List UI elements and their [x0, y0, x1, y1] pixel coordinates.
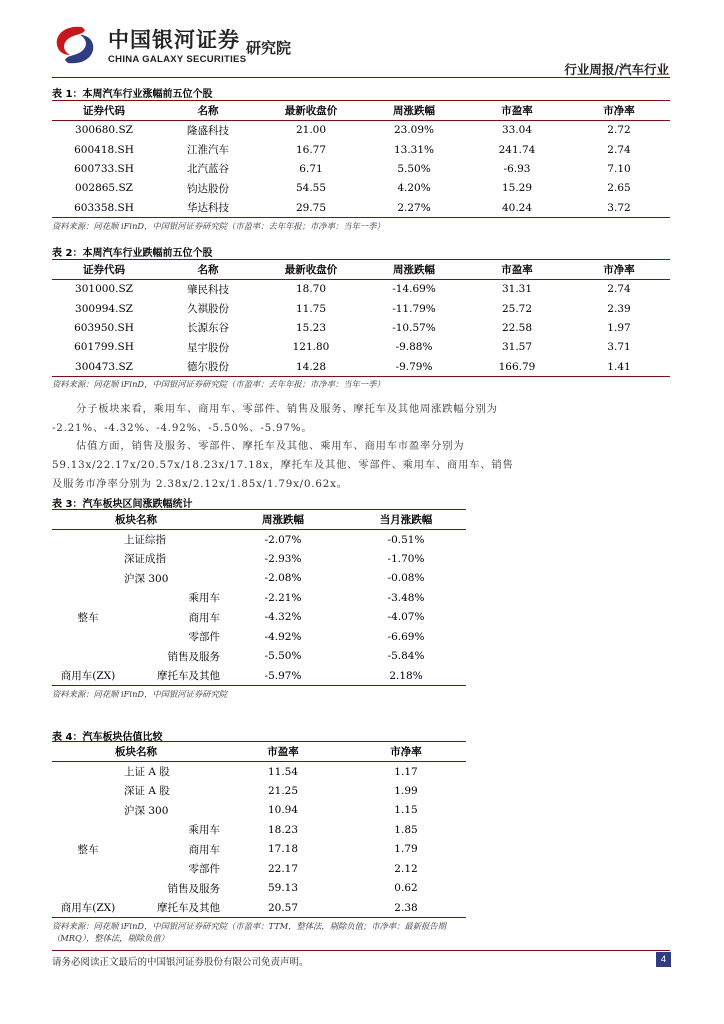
table-row: [52, 859, 466, 879]
cell: [52, 801, 124, 821]
cell: 54.55: [295, 182, 327, 195]
cell: 21.25: [267, 784, 299, 797]
cell: 1.41: [607, 360, 631, 373]
cell: 14.28: [295, 360, 327, 373]
cell: 7.10: [607, 162, 631, 175]
table-row: [52, 762, 466, 782]
cell: 15.23: [295, 321, 327, 334]
cell: 北汽蓝谷: [187, 163, 229, 176]
cell: 1.85: [394, 823, 418, 836]
cell: 300680.SZ: [75, 124, 133, 137]
table2-header-code: 证券代码: [52, 260, 156, 280]
cell: -11.79%: [392, 302, 436, 315]
cell: -4.32%: [264, 611, 302, 624]
cell: 603358.SH: [74, 201, 134, 214]
table-row: [52, 781, 466, 801]
cell: [52, 879, 124, 899]
footer-disclaimer: 请务必阅读正文最后的中国银河证券股份有限公司免责声明。: [52, 957, 309, 968]
cell: 1.79: [394, 843, 418, 856]
cell: -10.57%: [392, 321, 436, 334]
cell: 摩托车及其他: [157, 902, 220, 914]
cell: 2.74: [607, 283, 631, 296]
footer-rule: [52, 950, 670, 951]
table2-header-price: 最新收盘价: [260, 260, 362, 280]
table-row: [52, 530, 466, 550]
cell: 1.97: [607, 321, 631, 334]
table-row: [52, 801, 466, 821]
cell: -6.69%: [387, 630, 425, 643]
cell: [52, 820, 124, 840]
cell: 整车: [77, 843, 99, 856]
cell: 乘用车: [188, 592, 220, 605]
cell: 2.18%: [389, 669, 423, 682]
cell: 301000.SZ: [75, 283, 133, 296]
cell: 600733.SH: [74, 162, 134, 175]
cell: 0.62: [394, 882, 418, 895]
table3-header-month: 当月涨跌幅: [346, 510, 466, 530]
cell: [52, 627, 124, 647]
cell: 沪深 300: [124, 572, 169, 585]
cell: -5.97%: [264, 669, 302, 682]
table-row: [52, 357, 670, 376]
cell: 摩托车及其他: [157, 670, 220, 682]
table-row: [52, 338, 670, 357]
cell: 钧达股份: [187, 182, 229, 195]
cell: 2.39: [607, 302, 631, 315]
table-row: [52, 318, 670, 337]
cell: -0.51%: [387, 533, 425, 546]
cell: 603950.SH: [74, 321, 134, 334]
cell: -4.07%: [387, 611, 425, 624]
cell: 德尔股份: [187, 361, 229, 373]
table1-header-pb: 市净率: [568, 101, 670, 121]
cell: 1.99: [394, 784, 418, 797]
cell: 销售及服务: [167, 650, 220, 663]
cell: 166.79: [498, 360, 536, 373]
cell: 乘用车: [188, 824, 220, 837]
cell: 星宇股份: [187, 341, 229, 354]
cell: 商用车: [188, 611, 220, 624]
table3: [52, 509, 466, 686]
table-row: [52, 820, 466, 840]
cell: 29.75: [295, 201, 327, 214]
table1-header-change: 周涨跌幅: [362, 101, 466, 121]
cell: -2.93%: [264, 552, 302, 565]
cell: 上证 A 股: [124, 766, 170, 778]
report-type: 行业周报/汽车行业: [564, 62, 669, 77]
cell: 121.80: [292, 341, 330, 354]
table-row: [52, 121, 670, 140]
table1-caption: 表 1：本周汽车行业涨幅前五位个股: [52, 89, 213, 100]
cell: 33.04: [501, 124, 533, 137]
table-row: [52, 159, 670, 178]
table2-source: 资料来源：同花顺 iFinD，中国银河证券研究院（市盈率：去年年报；市净率：当年一季）: [52, 379, 385, 389]
table4-header-pb: 市净率: [346, 742, 466, 762]
cell: 1.15: [394, 804, 418, 817]
cell: 3.72: [607, 201, 631, 214]
table1-header-code: 证券代码: [52, 101, 156, 121]
table4-source: 资料来源：同花顺 iFinD，中国银河证券研究院（市盈率：TTM，整体法，剔除负值；市净率：最新报告期（MRQ），整体法，剔除负值）: [52, 921, 446, 943]
table4-header-pe: 市盈率: [220, 742, 346, 762]
paragraph-sub-sector-change: 分子板块来看，乘用车、商用车、零部件、销售及服务、摩托车及其他周涨跌幅分别为 -2.21%、-4.32%、-4.92%、-5.50%、-5.97%。: [52, 403, 498, 434]
table2-header-pe: 市盈率: [466, 260, 568, 280]
cell: 2.12: [394, 862, 418, 875]
cell: 16.77: [295, 143, 327, 156]
table-row: [52, 608, 466, 628]
cell: -1.70%: [387, 552, 425, 565]
cell: 销售及服务: [167, 882, 220, 895]
cell: 2.27%: [397, 201, 431, 214]
cell: 商用车: [188, 843, 220, 856]
cell: 23.09%: [393, 124, 435, 137]
table-row: [52, 588, 466, 608]
cell: 20.57: [267, 901, 299, 914]
cell: 600418.SH: [74, 143, 134, 156]
cell: 6.71: [299, 162, 323, 175]
cell: [52, 859, 124, 879]
cell: 10.94: [267, 804, 299, 817]
paragraph-valuation: 估值方面，销售及服务、零部件、摩托车及其他、乘用车、商用车市盈率分别为 59.13x/22.17x/20.57x/18.23x/17.18x，摩托车及其他、零部件、乘用车、商用车、销售及服务市净率分别为 2.38x/2.12x/1.85x/1.79x/0.62x。: [52, 440, 514, 490]
table-row: [52, 179, 670, 198]
cell: 商用车(ZX): [60, 902, 116, 914]
cell: 11.75: [295, 302, 327, 315]
cell: 肇民科技: [187, 283, 229, 296]
cell: -2.07%: [264, 533, 302, 546]
cell: 江淮汽车: [187, 144, 229, 157]
cell: [52, 569, 124, 589]
cell: -2.08%: [264, 572, 302, 585]
cell: 2.74: [607, 143, 631, 156]
cell: 久祺股份: [187, 303, 229, 316]
table2-header-name: 名称: [156, 260, 260, 280]
cell: -6.93: [503, 162, 531, 175]
table2-header-change: 周涨跌幅: [362, 260, 466, 280]
cell: 5.50%: [397, 162, 431, 175]
table3-source: 资料来源：同花顺 iFinD，中国银河证券研究院: [52, 689, 228, 699]
cell: 241.74: [498, 143, 536, 156]
cell: 2.72: [607, 124, 631, 137]
table1-header-pe: 市盈率: [466, 101, 568, 121]
table-row: [52, 879, 466, 899]
table3-header-sector: 板块名称: [52, 510, 220, 530]
cell: 沪深 300: [124, 804, 169, 817]
cell: 601799.SH: [74, 341, 134, 354]
cell: 长源东谷: [187, 322, 229, 335]
cell: 300994.SZ: [75, 302, 133, 315]
cell: -5.50%: [264, 650, 302, 663]
cell: 零部件: [188, 863, 220, 876]
table2-caption: 表 2：本周汽车行业跌幅前五位个股: [52, 248, 213, 259]
table4-caption: 表 4：汽车板块估值比较: [52, 732, 163, 743]
cell: [52, 530, 124, 550]
cell: 17.18: [267, 843, 299, 856]
cell: [52, 762, 124, 782]
cell: 整车: [77, 611, 99, 624]
cell: 商用车(ZX): [60, 670, 116, 682]
cell: 零部件: [188, 631, 220, 644]
cell: 2.65: [607, 182, 631, 195]
cell: 隆盛科技: [187, 124, 229, 137]
logo-english-name: CHINA GALAXY SECURITIES: [108, 54, 247, 65]
table2-header-pb: 市净率: [568, 260, 670, 280]
table-row: [52, 898, 466, 918]
table1-header-name: 名称: [156, 101, 260, 121]
table1-source: 资料来源：同花顺 iFinD，中国银河证券研究院（市盈率：去年年报；市净率：当年一季）: [52, 221, 385, 231]
cell: -3.48%: [387, 591, 425, 604]
table-row: [52, 666, 466, 686]
cell: -9.79%: [395, 360, 433, 373]
table-row: [52, 647, 466, 667]
cell: 300473.SZ: [75, 360, 133, 373]
cell: 31.57: [501, 341, 533, 354]
page-number: 4: [656, 952, 671, 967]
cell: 002865.SZ: [75, 182, 133, 195]
table-row: [52, 299, 670, 318]
cell: 59.13: [267, 882, 299, 895]
cell: [52, 647, 124, 667]
cell: 18.70: [295, 283, 327, 296]
cell: [52, 588, 124, 608]
table-row: [52, 549, 466, 569]
cell: 2.38: [394, 901, 418, 914]
cell: 25.72: [501, 302, 533, 315]
cell: 4.20%: [397, 182, 431, 195]
table-row: [52, 840, 466, 860]
table-row: [52, 569, 466, 589]
table1-header-price: 最新收盘价: [260, 101, 362, 121]
cell: 13.31%: [393, 143, 435, 156]
cell: 22.17: [267, 862, 299, 875]
cell: -14.69%: [392, 283, 436, 296]
cell: 21.00: [295, 124, 327, 137]
cell: -0.08%: [387, 572, 425, 585]
logo-chinese-name: 中国银河证券: [108, 28, 240, 52]
table-row: [52, 280, 670, 299]
table-row: [52, 198, 670, 217]
cell: 深证 A 股: [124, 785, 170, 798]
header-rule: [52, 77, 670, 78]
cell: [52, 781, 124, 801]
table-row: [52, 627, 466, 647]
table-row: [52, 140, 670, 159]
cell: 31.31: [501, 283, 533, 296]
table4-header-sector: 板块名称: [52, 742, 220, 762]
cell: -4.92%: [264, 630, 302, 643]
cell: [52, 549, 124, 569]
cell: 3.71: [607, 341, 631, 354]
cell: 22.58: [501, 321, 533, 334]
cell: 15.29: [501, 182, 533, 195]
cell: 18.23: [267, 823, 299, 836]
table2: [52, 259, 670, 377]
cell: 上证综指: [124, 534, 166, 546]
cell: 深证成指: [124, 553, 166, 566]
galaxy-logo-icon: [52, 24, 98, 66]
cell: -9.88%: [395, 341, 433, 354]
table3-header-week: 周涨跌幅: [220, 510, 346, 530]
cell: 40.24: [501, 201, 533, 214]
cell: 华达科技: [187, 202, 229, 214]
cell: -5.84%: [387, 650, 425, 663]
table3-caption: 表 3：汽车板块区间涨跌幅统计: [52, 499, 193, 510]
cell: 1.17: [394, 765, 418, 778]
cell: -2.21%: [264, 591, 302, 604]
institute-label: 研究院: [246, 39, 292, 57]
table1: [52, 100, 670, 218]
cell: 11.54: [267, 765, 299, 778]
table4: [52, 741, 466, 918]
